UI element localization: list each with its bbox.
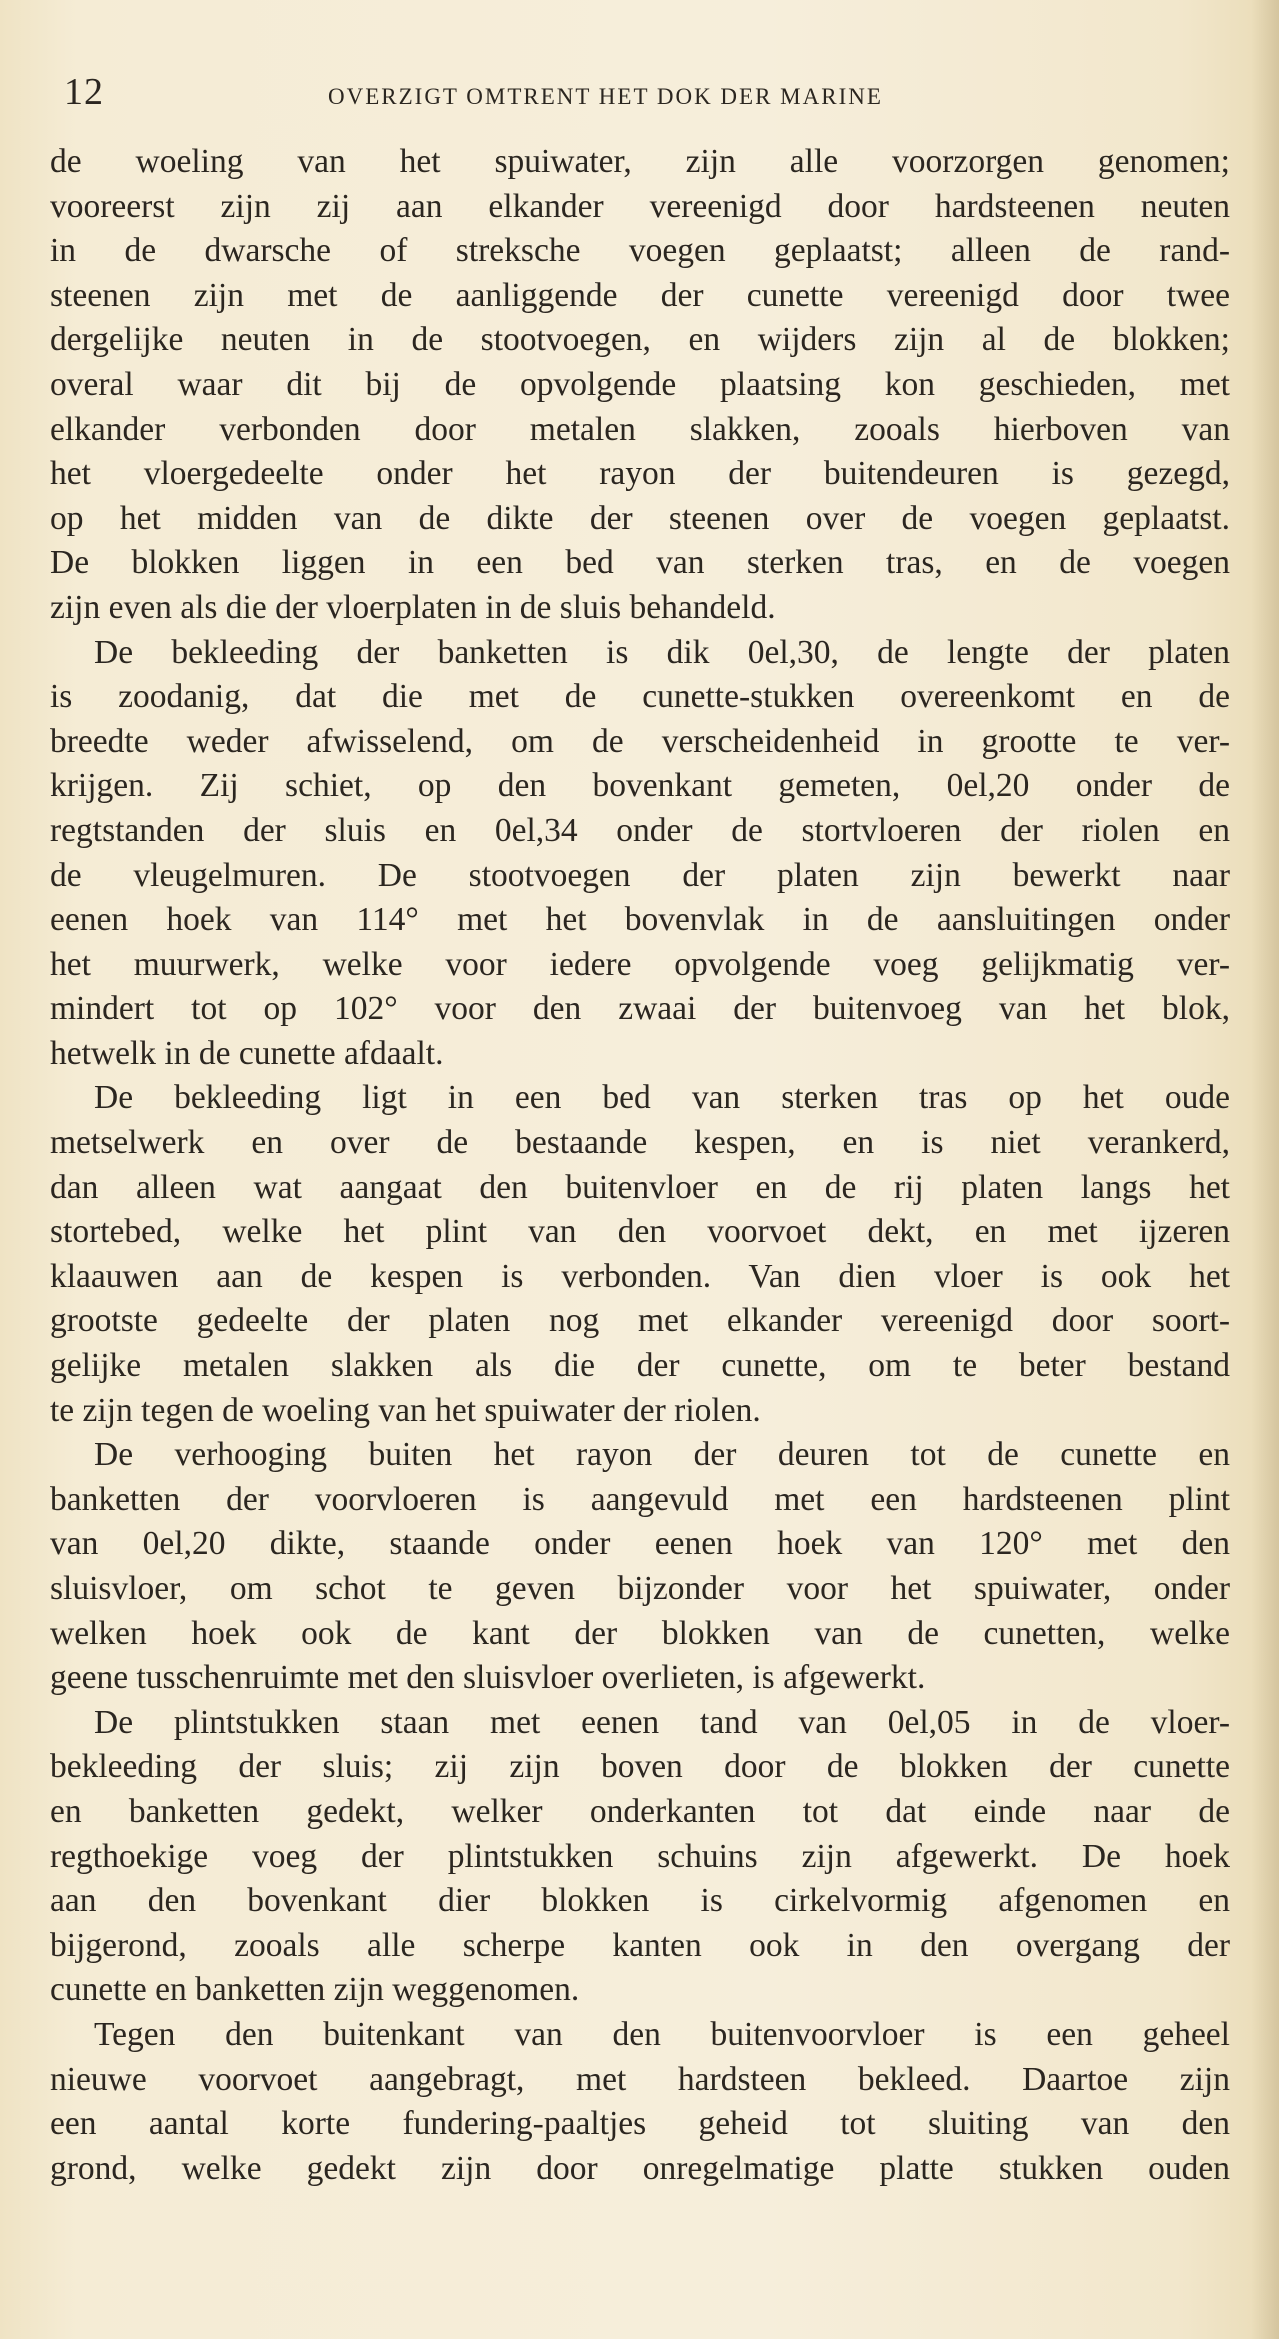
text-line: de woeling van het spuiwater, zijn alle voorzorgen genomen; xyxy=(50,143,1230,180)
text-line: aan den bovenkant dier blokken is cirkelvormig afgenomen en xyxy=(50,1882,1230,1920)
text-line: en banketten gedekt, welker onderkanten tot dat einde naar de xyxy=(50,1792,1230,1830)
text-line: sluisvloer, om schot te geven bijzonder voor het spuiwater, onder xyxy=(50,1570,1230,1607)
text-line: nieuwe voorvoet aangebragt, met hardsteen bekleed. Daartoe zijn xyxy=(50,2060,1230,2098)
text-line: op het midden van de dikte der steenen over de voegen geplaatst. xyxy=(50,499,1230,537)
text-line: van 0el,20 dikte, staande onder eenen hoek van 120° met den xyxy=(50,1525,1230,1563)
text-line: regthoekige voeg der plintstukken schuins zijn afgewerkt. De hoek xyxy=(50,1837,1230,1875)
text-line: grootste gedeelte der platen nog met elkander vereenigd door soort- xyxy=(50,1302,1230,1340)
text-line: klaauwen aan de kespen is verbonden. Van dien vloer is ook het xyxy=(50,1257,1230,1295)
text-line: De plintstukken staan met eenen tand van 0el,05 in de vloer- xyxy=(94,1703,1230,1741)
text-line: overal waar dit bij de opvolgende plaatsing kon geschieden, met xyxy=(50,365,1230,403)
text-line: De blokken liggen in een bed van sterken tras, en de voegen xyxy=(50,544,1230,582)
text-line: metselwerk en over de bestaande kespen, en is niet verankerd, xyxy=(50,1124,1230,1162)
page-header xyxy=(50,70,1230,130)
text-line: is zoodanig, dat die met de cunette-stukken overeenkomt en de xyxy=(50,678,1230,716)
text-line: hetwelk in de cunette afdaalt. xyxy=(50,1034,444,1072)
text-line: De bekleeding ligt in een bed van sterken tras op het oude xyxy=(94,1079,1230,1117)
text-line: het vloergedeelte onder het rayon der buitendeuren is gezegd, xyxy=(50,455,1230,493)
text-line: een aantal korte fundering-paaltjes geheid tot sluiting van den xyxy=(50,2105,1230,2143)
text-line: bijgerond, zooals alle scherpe kanten ook in den overgang der xyxy=(50,1926,1230,1964)
text-line: elkander verbonden door metalen slakken, zooals hierboven van xyxy=(50,410,1230,448)
text-line: welken hoek ook de kant der blokken van de cunetten, welke xyxy=(50,1614,1230,1652)
text-line: stortebed, welke het plint van den voorvoet dekt, en met ijzeren xyxy=(50,1213,1230,1251)
page-edge-shadow xyxy=(1251,0,1279,2339)
text-line: cunette en banketten zijn weggenomen. xyxy=(50,1971,580,2009)
text-line: eenen hoek van 114° met het bovenvlak in de aansluitingen onder xyxy=(50,901,1230,939)
text-line: Tegen den buitenkant van den buitenvoorvloer is een geheel xyxy=(94,2015,1230,2053)
text-line: dan alleen wat aangaat den buitenvloer en de rij platen langs het xyxy=(50,1168,1230,1206)
text-line: geene tusschenruimte met den sluisvloer overlieten, is afgewerkt. xyxy=(50,1659,926,1697)
text-line: regtstanden der sluis en 0el,34 onder de stortvloeren der riolen en xyxy=(50,811,1230,849)
body-text xyxy=(50,140,1230,2191)
text-line: krijgen. Zij schiet, op den bovenkant gemeten, 0el,20 onder de xyxy=(50,767,1230,805)
page-number: 12 xyxy=(64,71,104,113)
text-line: mindert tot op 102° voor den zwaai der buitenvoeg van het blok, xyxy=(50,990,1230,1028)
text-line: grond, welke gedekt zijn door onregelmatige platte stukken ouden xyxy=(50,2149,1230,2187)
text-line: De bekleeding der banketten is dik 0el,30, de lengte der platen xyxy=(94,633,1230,671)
text-line: in de dwarsche of streksche voegen geplaatst; alleen de rand- xyxy=(50,232,1230,270)
running-title: OVERZIGT OMTRENT HET DOK DER MARINE xyxy=(328,84,883,109)
text-line: het muurwerk, welke voor iedere opvolgende voeg gelijkmatig ver- xyxy=(50,945,1230,983)
text-line: de vleugelmuren. De stootvoegen der platen zijn bewerkt naar xyxy=(50,856,1230,894)
text-line: vooreerst zijn zij aan elkander vereenigd door hardsteenen neuten xyxy=(50,187,1230,225)
text-line: te zijn tegen de woeling van het spuiwater der riolen. xyxy=(50,1391,761,1429)
text-line: banketten der voorvloeren is aangevuld met een hardsteenen plint xyxy=(50,1480,1230,1518)
text-line: dergelijke neuten in de stootvoegen, en wijders zijn al de blokken; xyxy=(50,321,1230,359)
text-line: zijn even als die der vloerplaten in de sluis behandeld. xyxy=(50,588,776,626)
text-line: gelijke metalen slakken als die der cunette, om te beter bestand xyxy=(50,1347,1230,1385)
text-line: steenen zijn met de aanliggende der cunette vereenigd door twee xyxy=(50,276,1230,314)
text-line: breedte weder afwisselend, om de verscheidenheid in grootte te ver- xyxy=(50,722,1230,760)
text-line: bekleeding der sluis; zij zijn boven door de blokken der cunette xyxy=(50,1748,1230,1786)
text-line: De verhooging buiten het rayon der deuren tot de cunette en xyxy=(94,1436,1230,1474)
